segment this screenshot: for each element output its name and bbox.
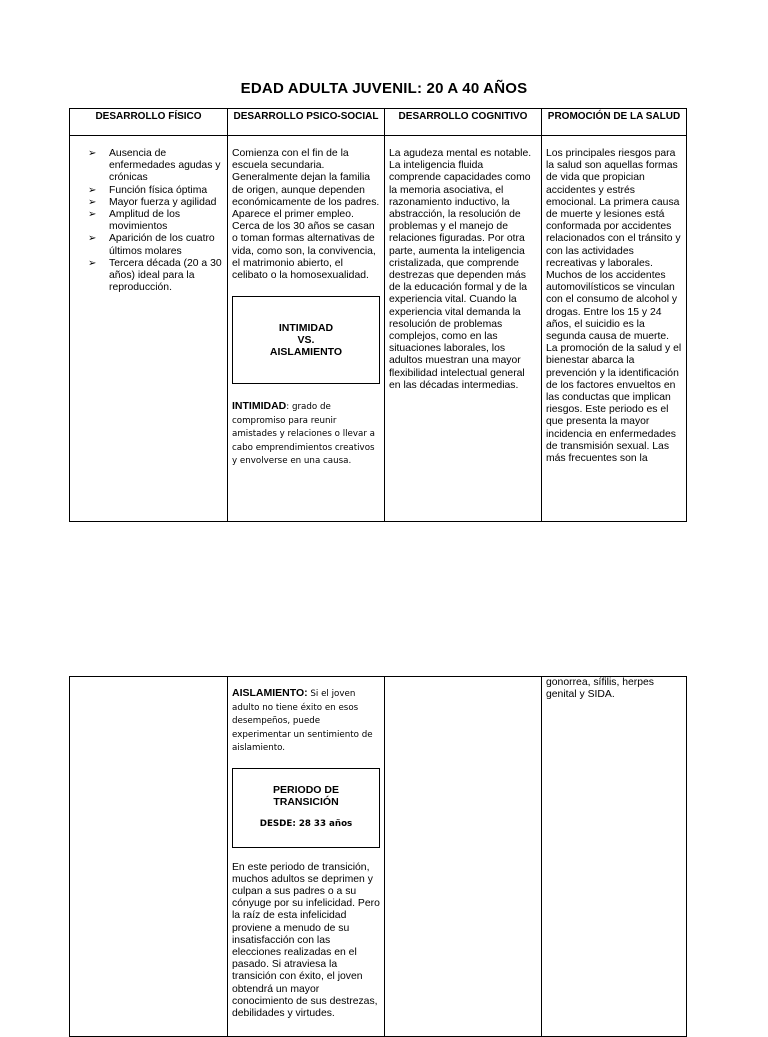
promocion-text: Los principales riesgos para la salud son aquellas formas de vida que propician accidentes y estrés emocional. La primera causa de muerte y lesiones está conformada por accidentes relacionados con el tránsito y con las actividades recreativas y laborales. Muchos de los accidentes automovilísticos se vinculan con el consumo de alcohol y drogas. Entre los 15 y 24 años, el suicidio es la segunda causa de muerte. La promoción de la salud y el bienestar abarca la prevención y la identificación de los factores envueltos en las conductas que implican riesgos. Este periodo es el que presenta la mayor incidencia en enfermedades de transmisión sexual. Las más frecuentes son la — [546, 148, 682, 465]
aislamiento-label: AISLAMIENTO: — [232, 687, 308, 699]
box-line: INTIMIDAD — [278, 322, 334, 335]
arrow-bullet-icon: ➢ — [88, 233, 97, 245]
header-promocion-salud: PROMOCIÓN DE LA SALUD — [542, 109, 687, 136]
cell-desarrollo-fisico — [70, 136, 228, 522]
arrow-bullet-icon: ➢ — [88, 209, 97, 221]
periodo-desde: DESDE: 28 33 años — [259, 819, 353, 830]
header-desarrollo-fisico: DESARROLLO FÍSICO — [70, 109, 228, 136]
intimidad-definition — [228, 400, 384, 469]
header-desarrollo-psico-social: DESARROLLO PSICO-SOCIAL — [228, 109, 385, 136]
main-table — [69, 108, 687, 522]
transicion-text: En este periodo de transición, muchos adultos se deprimen y culpan a sus padres o a su cónyuge por su infelicidad. Pero la raíz de esta infelicidad proviene a menudo de su insatisfacción con las elecciones realizadas en el pasado. Si atraviesa la transición con éxito, el joven obtendrá un mayor conocimiento de sus destrezas, debilidades y virtudes. — [232, 861, 380, 1019]
content-row — [70, 136, 687, 522]
list-item — [88, 258, 223, 295]
cell-fisico-empty — [70, 677, 228, 1037]
continuation-row — [70, 677, 687, 1037]
intimidad-vs-aislamiento-box — [232, 296, 380, 384]
cell-promocion-continuation — [542, 677, 687, 1037]
list-item-text: Aparición de los cuatro últimos molares — [109, 233, 215, 257]
arrow-bullet-icon: ➢ — [88, 257, 97, 269]
list-item — [88, 185, 223, 197]
list-item — [88, 209, 223, 233]
header-row — [70, 109, 687, 136]
arrow-bullet-icon: ➢ — [88, 196, 97, 208]
intimidad-label: INTIMIDAD — [232, 400, 287, 413]
list-item-text: Función física óptima — [109, 184, 208, 196]
fisico-list — [70, 148, 227, 294]
continuation-table — [69, 676, 687, 1037]
page-title: EDAD ADULTA JUVENIL: 20 A 40 AÑOS — [240, 80, 528, 97]
list-item — [88, 148, 223, 185]
cell-desarrollo-psico-social — [228, 136, 385, 522]
cell-cognitivo-empty — [385, 677, 542, 1037]
list-item-text: Mayor fuerza y agilidad — [109, 196, 217, 208]
header-desarrollo-cognitivo: DESARROLLO COGNITIVO — [385, 109, 542, 136]
psico-intro-text: Comienza con el fin de la escuela secundaria. Generalmente dejan la familia de origen, aunque dependen económicamente de los padres. Aparece el primer empleo. Cerca de los 30 años se casan o toman formas alternativas de vida, como son, la convivencia, el matrimonio abierto, el celibato o la homosexualidad. — [232, 148, 380, 282]
periodo-transicion-box — [232, 768, 380, 848]
cell-desarrollo-cognitivo — [385, 136, 542, 522]
intimidad-text: : grado de compromiso para reunir amistades y relaciones o llevar a cabo emprendimientos creativos y envolverse en una causa. — [232, 402, 375, 467]
cell-psico-continuation — [228, 677, 385, 1037]
box-line: VS. — [297, 334, 315, 347]
list-item-text: Amplitud de los movimientos — [109, 209, 181, 233]
list-item — [88, 233, 223, 257]
aislamiento-definition — [228, 687, 384, 756]
promocion-continuation-text: gonorrea, sífilis, herpes genital y SIDA. — [546, 677, 655, 701]
list-item-text: Ausencia de enfermedades agudas y crónicas — [109, 148, 221, 184]
aislamiento-text: Si el joven adulto no tiene éxito en esos desempeños, puede experimentar un sentimiento de aislamiento. — [232, 689, 373, 753]
list-item — [88, 197, 223, 209]
cognitivo-text: La agudeza mental es notable. La inteligencia fluida comprende capacidades como la memoria asociativa, el razonamiento inductivo, la abstracción, la resolución de problemas y el manejo de relaciones figuradas. Por otra parte, aumenta la inteligencia cristalizada, que comprende destrezas que dependen más de la educación formal y de la experiencia vital. Cuando la experiencia vital demanda la resolución de problemas complejos, como en las situaciones laborales, los adultos muestran una mayor flexibilidad intelectual general en las décadas intermedias. — [389, 148, 532, 391]
periodo-line: TRANSICIÓN — [273, 796, 339, 809]
arrow-bullet-icon: ➢ — [88, 148, 97, 159]
box-line: AISLAMIENTO — [269, 346, 343, 359]
arrow-bullet-icon: ➢ — [88, 184, 97, 196]
list-item-text: Tercera década (20 a 30 años) ideal para la reproducción. — [109, 257, 222, 294]
cell-promocion-salud — [542, 136, 687, 522]
periodo-line: PERIODO DE — [273, 784, 339, 797]
